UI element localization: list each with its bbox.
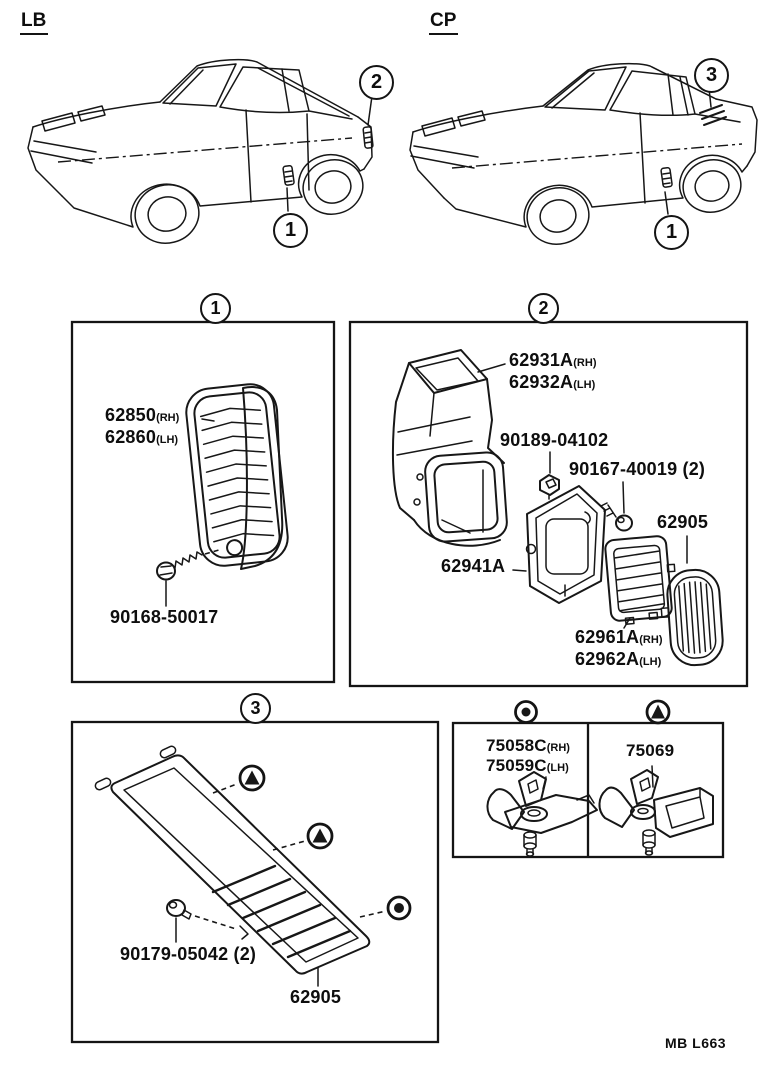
register-vent-drawing (605, 535, 673, 628)
part-number: 62931A (509, 350, 574, 370)
part-label-fastener-left (486, 737, 570, 777)
part-label-register (575, 628, 662, 672)
dot-marker-icon (388, 897, 410, 919)
triangle-marker-icon (308, 824, 332, 848)
fastener-right-label-leader (652, 766, 653, 787)
part-label-quarter-vent (105, 406, 179, 450)
box2-screw-label-leader (623, 482, 624, 513)
box3-screw-drawing (167, 900, 236, 942)
part-label-fastener-right: 75069 (626, 741, 675, 760)
part-side: (LH) (546, 762, 569, 774)
duct-label-leader (478, 364, 505, 372)
document-code: MB L663 (665, 1035, 727, 1051)
part-side: (RH) (546, 742, 570, 754)
callout-circle-lb-rear: 2 (359, 65, 394, 100)
part-side: (RH) (573, 357, 597, 369)
part-label-duct (509, 351, 596, 395)
triangle-marker-icon (240, 766, 264, 790)
part-side: (LH) (156, 434, 179, 446)
box2-clip-drawing (540, 452, 559, 499)
part-label-box2-clip: 90189-04102 (500, 430, 609, 450)
plate-label-leader (513, 570, 526, 571)
part-side: (LH) (573, 379, 596, 391)
cp-front-wheel (521, 181, 595, 250)
part-label-box3-screw: 90179-05042 (2) (120, 944, 257, 964)
part-number: 62850 (105, 405, 157, 425)
box1-number-badge: 1 (200, 293, 231, 324)
part-number: 62961A (575, 627, 640, 647)
dot-marker-icon (516, 702, 537, 723)
part-side: (LH) (639, 656, 662, 668)
fastener-left-clip-drawing (487, 772, 597, 856)
body-style-label-cp: CP (429, 10, 458, 35)
part-number: 62932A (509, 372, 574, 392)
part-number: 62962A (575, 649, 640, 669)
lb-callout1-leader (287, 188, 288, 211)
part-side: (RH) (639, 634, 663, 646)
lb-callout2-leader (368, 96, 372, 125)
part-label-box2-screw: 90167-40019 (2) (569, 459, 706, 479)
cp-door-vent-mark (661, 167, 673, 187)
box2-grille-drawing (658, 536, 724, 667)
defroster-duct-drawing (393, 350, 508, 546)
quarter-vent-louvre-drawing (184, 382, 290, 569)
part-number: 75059C (486, 756, 547, 775)
triangle-marker-icon (647, 701, 669, 723)
vent-screw-hole (226, 539, 242, 555)
box1-part-label-leader (202, 419, 214, 421)
cp-callout1-leader (665, 192, 668, 214)
part-number: 62860 (105, 427, 157, 447)
box1-screw-drawing (157, 550, 219, 606)
part-number: 75058C (486, 736, 547, 755)
lb-door-vent-mark (283, 165, 295, 185)
part-side: (RH) (156, 412, 180, 424)
part-label-plate: 62941A (441, 556, 506, 576)
part-label-box2-grille: 62905 (657, 512, 709, 532)
lb-side-glass (220, 67, 309, 112)
box2-number-badge: 2 (528, 293, 559, 324)
box3-number-badge: 3 (240, 693, 271, 724)
car-lb-drawing (28, 60, 373, 250)
part-label-box1-screw: 90168-50017 (110, 607, 219, 627)
callout-circle-cp-deck: 3 (694, 58, 729, 93)
vent-plate-drawing (513, 486, 605, 603)
part-label-box3-panel: 62905 (290, 987, 342, 1007)
body-style-label-lb: LB (20, 10, 48, 35)
box2-screw-drawing (601, 482, 632, 531)
callout-circle-lb-door: 1 (273, 213, 308, 248)
fastener-right-clip-drawing (599, 766, 713, 855)
duct-opening-ring (424, 451, 508, 542)
lb-front-wheel (129, 178, 205, 250)
callout-circle-cp-door: 1 (654, 215, 689, 250)
cp-side-glass (610, 71, 695, 115)
